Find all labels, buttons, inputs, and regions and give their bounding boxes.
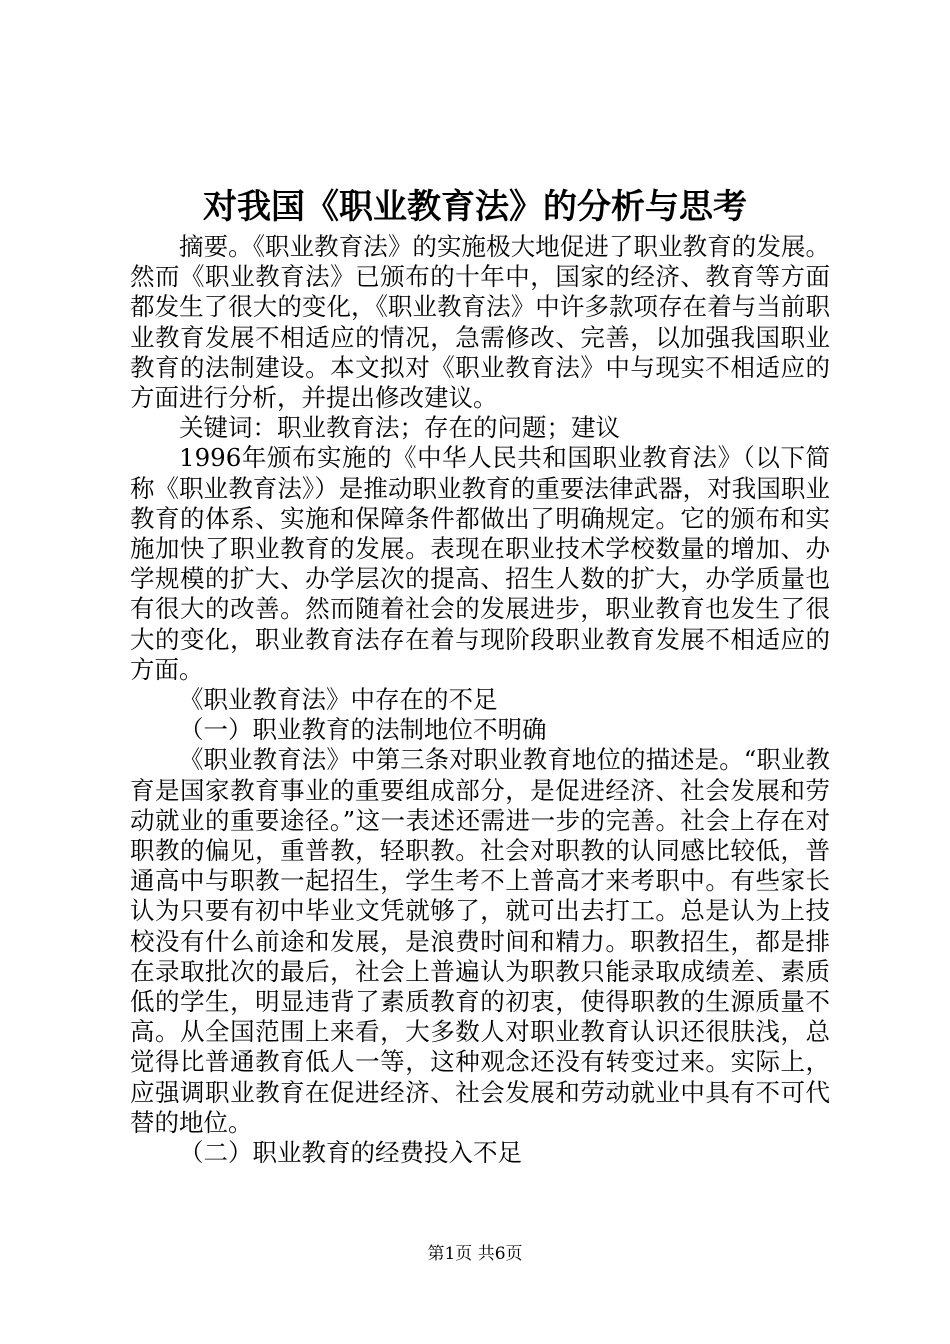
subsection-heading-1: （一）职业教育的法制地位不明确 bbox=[179, 715, 547, 745]
section-heading: 《职业教育法》中存在的不足 bbox=[179, 685, 498, 715]
document-title: 对我国《职业教育法》的分析与思考 bbox=[203, 187, 747, 227]
subsection-heading-2: （二）职业教育的经费投入不足 bbox=[179, 1138, 522, 1168]
document-body bbox=[130, 232, 830, 1168]
page-number-footer: 第1页 共6页 bbox=[427, 1244, 523, 1264]
abstract-paragraph: 摘要。《职业教育法》的实施极大地促进了职业教育的发展。然而《职业教育法》已颁布的十年中，国家的经济、教育等方面都发生了很大的变化，《职业教育法》中许多款项存在着与当前职业教育发展不相适应的情况，急需修改、完善，以加强我国职业教育的法制建设。本文拟对《职业教育法》中与现实不相适应的方面进行分析，并提出修改建议。 bbox=[130, 232, 830, 413]
keywords-paragraph: 关键词：职业教育法；存在的问题；建议 bbox=[179, 413, 620, 443]
intro-paragraph: 1996年颁布实施的《中华人民共和国职业教育法》（以下简称《职业教育法》）是推动职业教育的重要法律武器，对我国职业教育的体系、实施和保障条件都做出了明确规定。它的颁布和实施加快了职业教育的发展。表现在职业技术学校数量的增加、办学规模的扩大、办学层次的提高、招生人数的扩大，办学质量也有很大的改善。然而随着社会的发展进步，职业教育也发生了很大的变化，职业教育法存在着与现阶段职业教育发展不相适应的方面。 bbox=[130, 443, 830, 684]
body-paragraph: 《职业教育法》中第三条对职业教育地位的描述是。“职业教育是国家教育事业的重要组成部分，是促进经济、社会发展和劳动就业的重要途径。”这一表述还需进一步的完善。社会上存在对职教的偏见，重普教，轻职教。社会对职教的认同感比较低，普通高中与职教一起招生，学生考不上普高才来考职中。有些家长认为只要有初中毕业文凭就够了，就可出去打工。总是认为上技校没有什么前途和发展，是浪费时间和精力。职教招生，都是排在录取批次的最后，社会上普遍认为职教只能录取成绩差、素质低的学生，明显违背了素质教育的初衷，使得职教的生源质量不高。从全国范围上来看，大多数人对职业教育认识还很肤浅，总觉得比普通教育低人一等，这种观念还没有转变过来。实际上，应强调职业教育在促进经济、社会发展和劳动就业中具有不可代替的地位。 bbox=[130, 745, 830, 1137]
